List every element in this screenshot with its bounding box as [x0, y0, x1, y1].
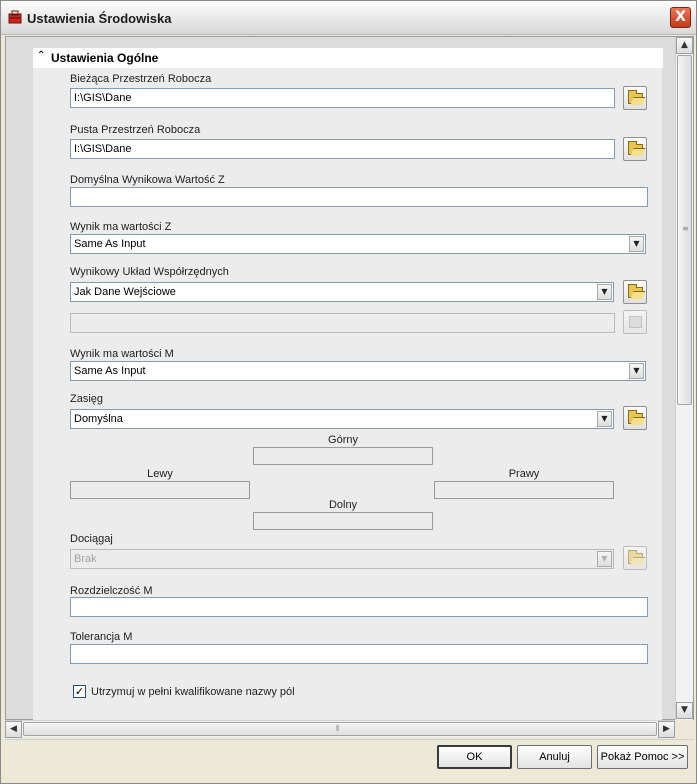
- footer-separator: [5, 739, 694, 740]
- checkmark-icon: ✓: [74, 685, 85, 698]
- scroll-right-button[interactable]: [658, 721, 675, 738]
- collapse-chevron-icon[interactable]: ⌃: [37, 50, 46, 61]
- m-resolution-label: Rozdzielczość M: [70, 585, 153, 597]
- folder-open-icon: [628, 144, 643, 155]
- output-has-z-label: Wynik ma wartości Z: [70, 221, 172, 233]
- browse-scratch-workspace-button[interactable]: [623, 137, 647, 161]
- browse-snap-raster-button[interactable]: [623, 546, 647, 570]
- extent-label: Zasięg: [70, 393, 104, 405]
- output-coord-system-value: Jak Dane Wejściowe: [74, 286, 176, 298]
- dialog-title: Ustawienia Środowiska: [27, 11, 172, 26]
- output-has-z-value: Same As Input: [74, 238, 146, 250]
- extent-bottom-input[interactable]: [253, 512, 433, 530]
- folder-open-icon: [628, 93, 643, 104]
- extent-select[interactable]: [70, 409, 614, 429]
- m-resolution-input[interactable]: [70, 597, 648, 617]
- output-coord-system-label: Wynikowy Układ Współrzędnych: [70, 266, 229, 278]
- output-has-m-label: Wynik ma wartości M: [70, 348, 174, 360]
- scroll-down-button[interactable]: [676, 702, 693, 719]
- browse-coord-system-button[interactable]: [623, 280, 647, 304]
- ok-button[interactable]: OK: [437, 745, 512, 769]
- scratch-workspace-label: Pusta Przestrzeń Robocza: [70, 124, 201, 136]
- snap-raster-select: [70, 549, 614, 569]
- snap-raster-value: Brak: [74, 553, 97, 565]
- coord-system-detail-field: [70, 313, 615, 333]
- current-workspace-label: Bieżąca Przestrzeń Robocza: [70, 73, 212, 85]
- title-bar[interactable]: [1, 1, 696, 35]
- folder-open-icon: [628, 287, 643, 298]
- snap-raster-label: Dociągaj: [70, 533, 113, 545]
- qualified-names-label: Utrzymuj w pełni kwalifikowane nazwy pól: [91, 686, 295, 698]
- current-workspace-input[interactable]: I:\GIS\Dane: [70, 88, 615, 108]
- arrow-left-icon: ◀: [10, 724, 17, 734]
- default-z-label: Domyślna Wynikowa Wartość Z: [70, 174, 225, 186]
- folder-open-icon: [628, 553, 643, 564]
- show-help-button[interactable]: Pokaż Pomoc >>: [597, 745, 688, 769]
- horizontal-scroll-thumb[interactable]: [23, 722, 657, 736]
- output-has-m-select[interactable]: [70, 361, 646, 381]
- close-button[interactable]: [670, 7, 691, 28]
- default-z-input[interactable]: [70, 187, 648, 207]
- grip-icon: ⦀: [336, 724, 340, 733]
- extent-top-input[interactable]: [253, 447, 433, 465]
- chevron-down-icon[interactable]: ▼: [597, 411, 612, 427]
- output-has-z-select[interactable]: [70, 234, 646, 254]
- properties-icon: [629, 316, 642, 328]
- browse-current-workspace-button[interactable]: [623, 86, 647, 110]
- extent-left-input[interactable]: [70, 481, 250, 499]
- arrow-up-icon: ▲: [681, 40, 688, 50]
- folder-open-icon: [628, 413, 643, 424]
- qualified-names-checkbox[interactable]: [73, 685, 86, 698]
- arrow-down-icon: ▼: [681, 705, 688, 715]
- output-has-m-value: Same As Input: [74, 365, 146, 377]
- grip-icon: ≡: [682, 224, 689, 233]
- horizontal-scrollbar[interactable]: [5, 720, 675, 737]
- extent-right-label: Prawy: [508, 468, 540, 480]
- output-coord-system-select[interactable]: [70, 282, 614, 302]
- chevron-down-icon[interactable]: ▼: [629, 363, 644, 379]
- arrow-right-icon: ▶: [663, 724, 670, 734]
- m-tolerance-input[interactable]: [70, 644, 648, 664]
- chevron-down-icon: ▼: [597, 551, 612, 567]
- extent-bottom-label: Dolny: [328, 499, 358, 511]
- extent-right-input[interactable]: [434, 481, 614, 499]
- vertical-scrollbar[interactable]: [675, 37, 693, 720]
- scratch-workspace-input[interactable]: I:\GIS\Dane: [70, 139, 615, 159]
- extent-value: Domyślna: [74, 413, 123, 425]
- section-header-general[interactable]: [33, 48, 663, 68]
- scroll-left-button[interactable]: [5, 721, 22, 738]
- chevron-down-icon[interactable]: ▼: [597, 284, 612, 300]
- toolbox-icon: [7, 9, 23, 25]
- close-icon: X: [675, 9, 686, 25]
- coord-system-properties-button[interactable]: [623, 310, 647, 334]
- cancel-button[interactable]: Anuluj: [517, 745, 592, 769]
- vertical-scroll-thumb[interactable]: [677, 55, 692, 405]
- browse-extent-button[interactable]: [623, 406, 647, 430]
- extent-top-label: Górny: [328, 434, 358, 446]
- chevron-down-icon[interactable]: ▼: [629, 236, 644, 252]
- section-title: Ustawienia Ogólne: [51, 51, 159, 65]
- extent-left-label: Lewy: [147, 468, 173, 480]
- scroll-up-button[interactable]: [676, 37, 693, 54]
- m-tolerance-label: Tolerancja M: [70, 631, 133, 643]
